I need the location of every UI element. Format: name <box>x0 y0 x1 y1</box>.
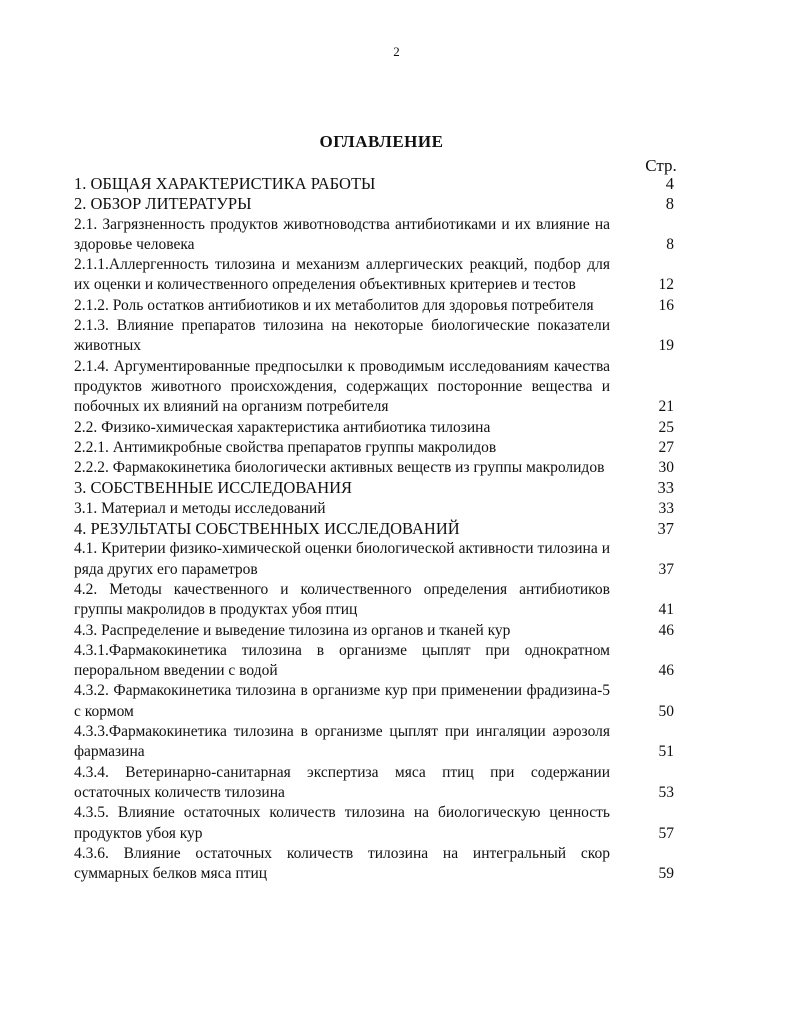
toc-entry-title: 2.1. Загрязненность продуктов животноводства антибиотиками и их влияние на здоровье человека <box>74 215 610 253</box>
toc-entry-page: 4 <box>665 174 674 193</box>
toc-entry <box>74 418 674 438</box>
toc-entry-title: 2. ОБЗОР ЛИТЕРАТУРЫ <box>74 194 252 214</box>
toc-title: ОГЛАВЛЕНИЕ <box>319 132 444 151</box>
toc-entry-title: 2.1.4. Аргументированные предпосылки к проводимым исследованиям качества продуктов животного происхождения, содержащих посторонние вещества и побочных их влияний на организм потребителя <box>74 357 610 416</box>
toc-entry-page: 8 <box>666 235 674 253</box>
toc-entry-title: 3. СОБСТВЕННЫЕ ИССЛЕДОВАНИЯ <box>74 478 353 498</box>
toc-entry-page: 41 <box>658 601 674 619</box>
toc-entry-page: 16 <box>658 296 674 314</box>
toc-entry-title: 3.1. Материал и методы исследований <box>74 499 326 517</box>
page-number: 2 <box>393 44 400 59</box>
toc-entry-page: 19 <box>658 337 674 355</box>
toc-entry-title: 2.2.1. Антимикробные свойства препаратов группы макролидов <box>74 438 497 456</box>
toc-entry-page: 46 <box>658 621 674 639</box>
toc-entry <box>74 357 674 418</box>
toc-entry-page: 33 <box>658 499 674 517</box>
toc-entry <box>74 580 674 621</box>
toc-entry <box>74 316 674 357</box>
toc-entry-page: 46 <box>658 662 674 680</box>
toc-entry-page: 12 <box>658 276 674 294</box>
toc-entry-page: 57 <box>658 824 674 842</box>
page-column-header: Стр. <box>645 156 677 175</box>
toc-entry <box>74 438 674 458</box>
toc-entry-page: 27 <box>658 438 674 456</box>
toc-entry-page: 37 <box>658 560 674 578</box>
toc-entry-page: 53 <box>658 783 674 801</box>
toc-entry <box>74 763 674 804</box>
toc-entry-title: 4.3.2. Фармакокинетика тилозина в организме кур при применении фрадизина-5 с кормом <box>74 682 610 720</box>
toc-entry-title: 4.1. Критерии физико-химической оценки биологической активности тилозина и ряда других его параметров <box>74 540 610 578</box>
toc-entry <box>74 296 674 316</box>
toc-entry-title: 2.2. Физико-химическая характеристика антибиотика тилозина <box>74 418 491 436</box>
toc-entry <box>74 722 674 763</box>
toc-entry <box>74 539 674 580</box>
toc-entry <box>74 499 674 519</box>
table-of-contents <box>74 174 674 884</box>
toc-entry-page: 33 <box>657 478 674 498</box>
toc-entry-title: 4.3.3.Фармакокинетика тилозина в организме цыплят при ингаляции аэрозоля фармазина <box>74 723 610 761</box>
toc-entry-title: 2.1.2. Роль остатков антибиотиков и их метаболитов для здоровья потребителя <box>74 296 594 314</box>
toc-entry-title: 2.1.1.Аллергенность тилозина и механизм аллергических реакций, подбор для их оценки и количественного определения объективных критериев и тестов <box>74 256 610 294</box>
toc-entry <box>74 478 674 498</box>
toc-entry <box>74 174 674 194</box>
toc-entry-title: 4. РЕЗУЛЬТАТЫ СОБСТВЕННЫХ ИССЛЕДОВАНИЙ <box>74 519 460 539</box>
toc-entry <box>74 215 674 256</box>
toc-entry-title: 4.3.5. Влияние остаточных количеств тилозина на биологическую ценность продуктов убоя кур <box>74 804 610 842</box>
toc-entry <box>74 641 674 682</box>
toc-entry-title: 4.3.4. Ветеринарно-санитарная экспертиза мяса птиц при содержании остаточных количеств тилозина <box>74 763 610 801</box>
toc-entry-page: 51 <box>658 743 674 761</box>
toc-entry-page: 8 <box>665 194 674 214</box>
toc-entry <box>74 194 674 214</box>
toc-entry-title: 4.3.1.Фармакокинетика тилозина в организме цыплят при однократном пероральном введении с водой <box>74 641 610 680</box>
toc-entry <box>74 519 674 539</box>
toc-entry-page: 37 <box>657 519 674 539</box>
toc-entry-title: 2.2.2. Фармакокинетика биологически активных веществ из группы макролидов <box>74 459 605 477</box>
toc-entry-page: 25 <box>658 418 674 436</box>
toc-entry-title: 4.3. Распределение и выведение тилозина из органов и тканей кур <box>74 621 511 639</box>
toc-entry-title: 4.3.6. Влияние остаточных количеств тилозина на интегральный скор суммарных белков мяса птиц <box>74 844 610 883</box>
toc-entry <box>74 458 674 478</box>
toc-entry-title: 2.1.3. Влияние препаратов тилозина на некоторые биологические показатели животных <box>74 317 610 355</box>
toc-entry-title: 4.2. Методы качественного и количественного определения антибиотиков группы макролидов в продуктах убоя птиц <box>74 580 610 619</box>
toc-entry <box>74 681 674 722</box>
toc-entry <box>74 255 674 296</box>
toc-entry <box>74 844 674 885</box>
toc-entry-page: 21 <box>658 398 674 416</box>
toc-entry-page: 59 <box>658 865 674 883</box>
toc-entry-page: 30 <box>658 459 674 477</box>
toc-entry-page: 50 <box>658 702 674 720</box>
toc-entry <box>74 621 674 641</box>
toc-entry-title: 1. ОБЩАЯ ХАРАКТЕРИСТИКА РАБОТЫ <box>74 174 376 193</box>
toc-entry <box>74 803 674 844</box>
